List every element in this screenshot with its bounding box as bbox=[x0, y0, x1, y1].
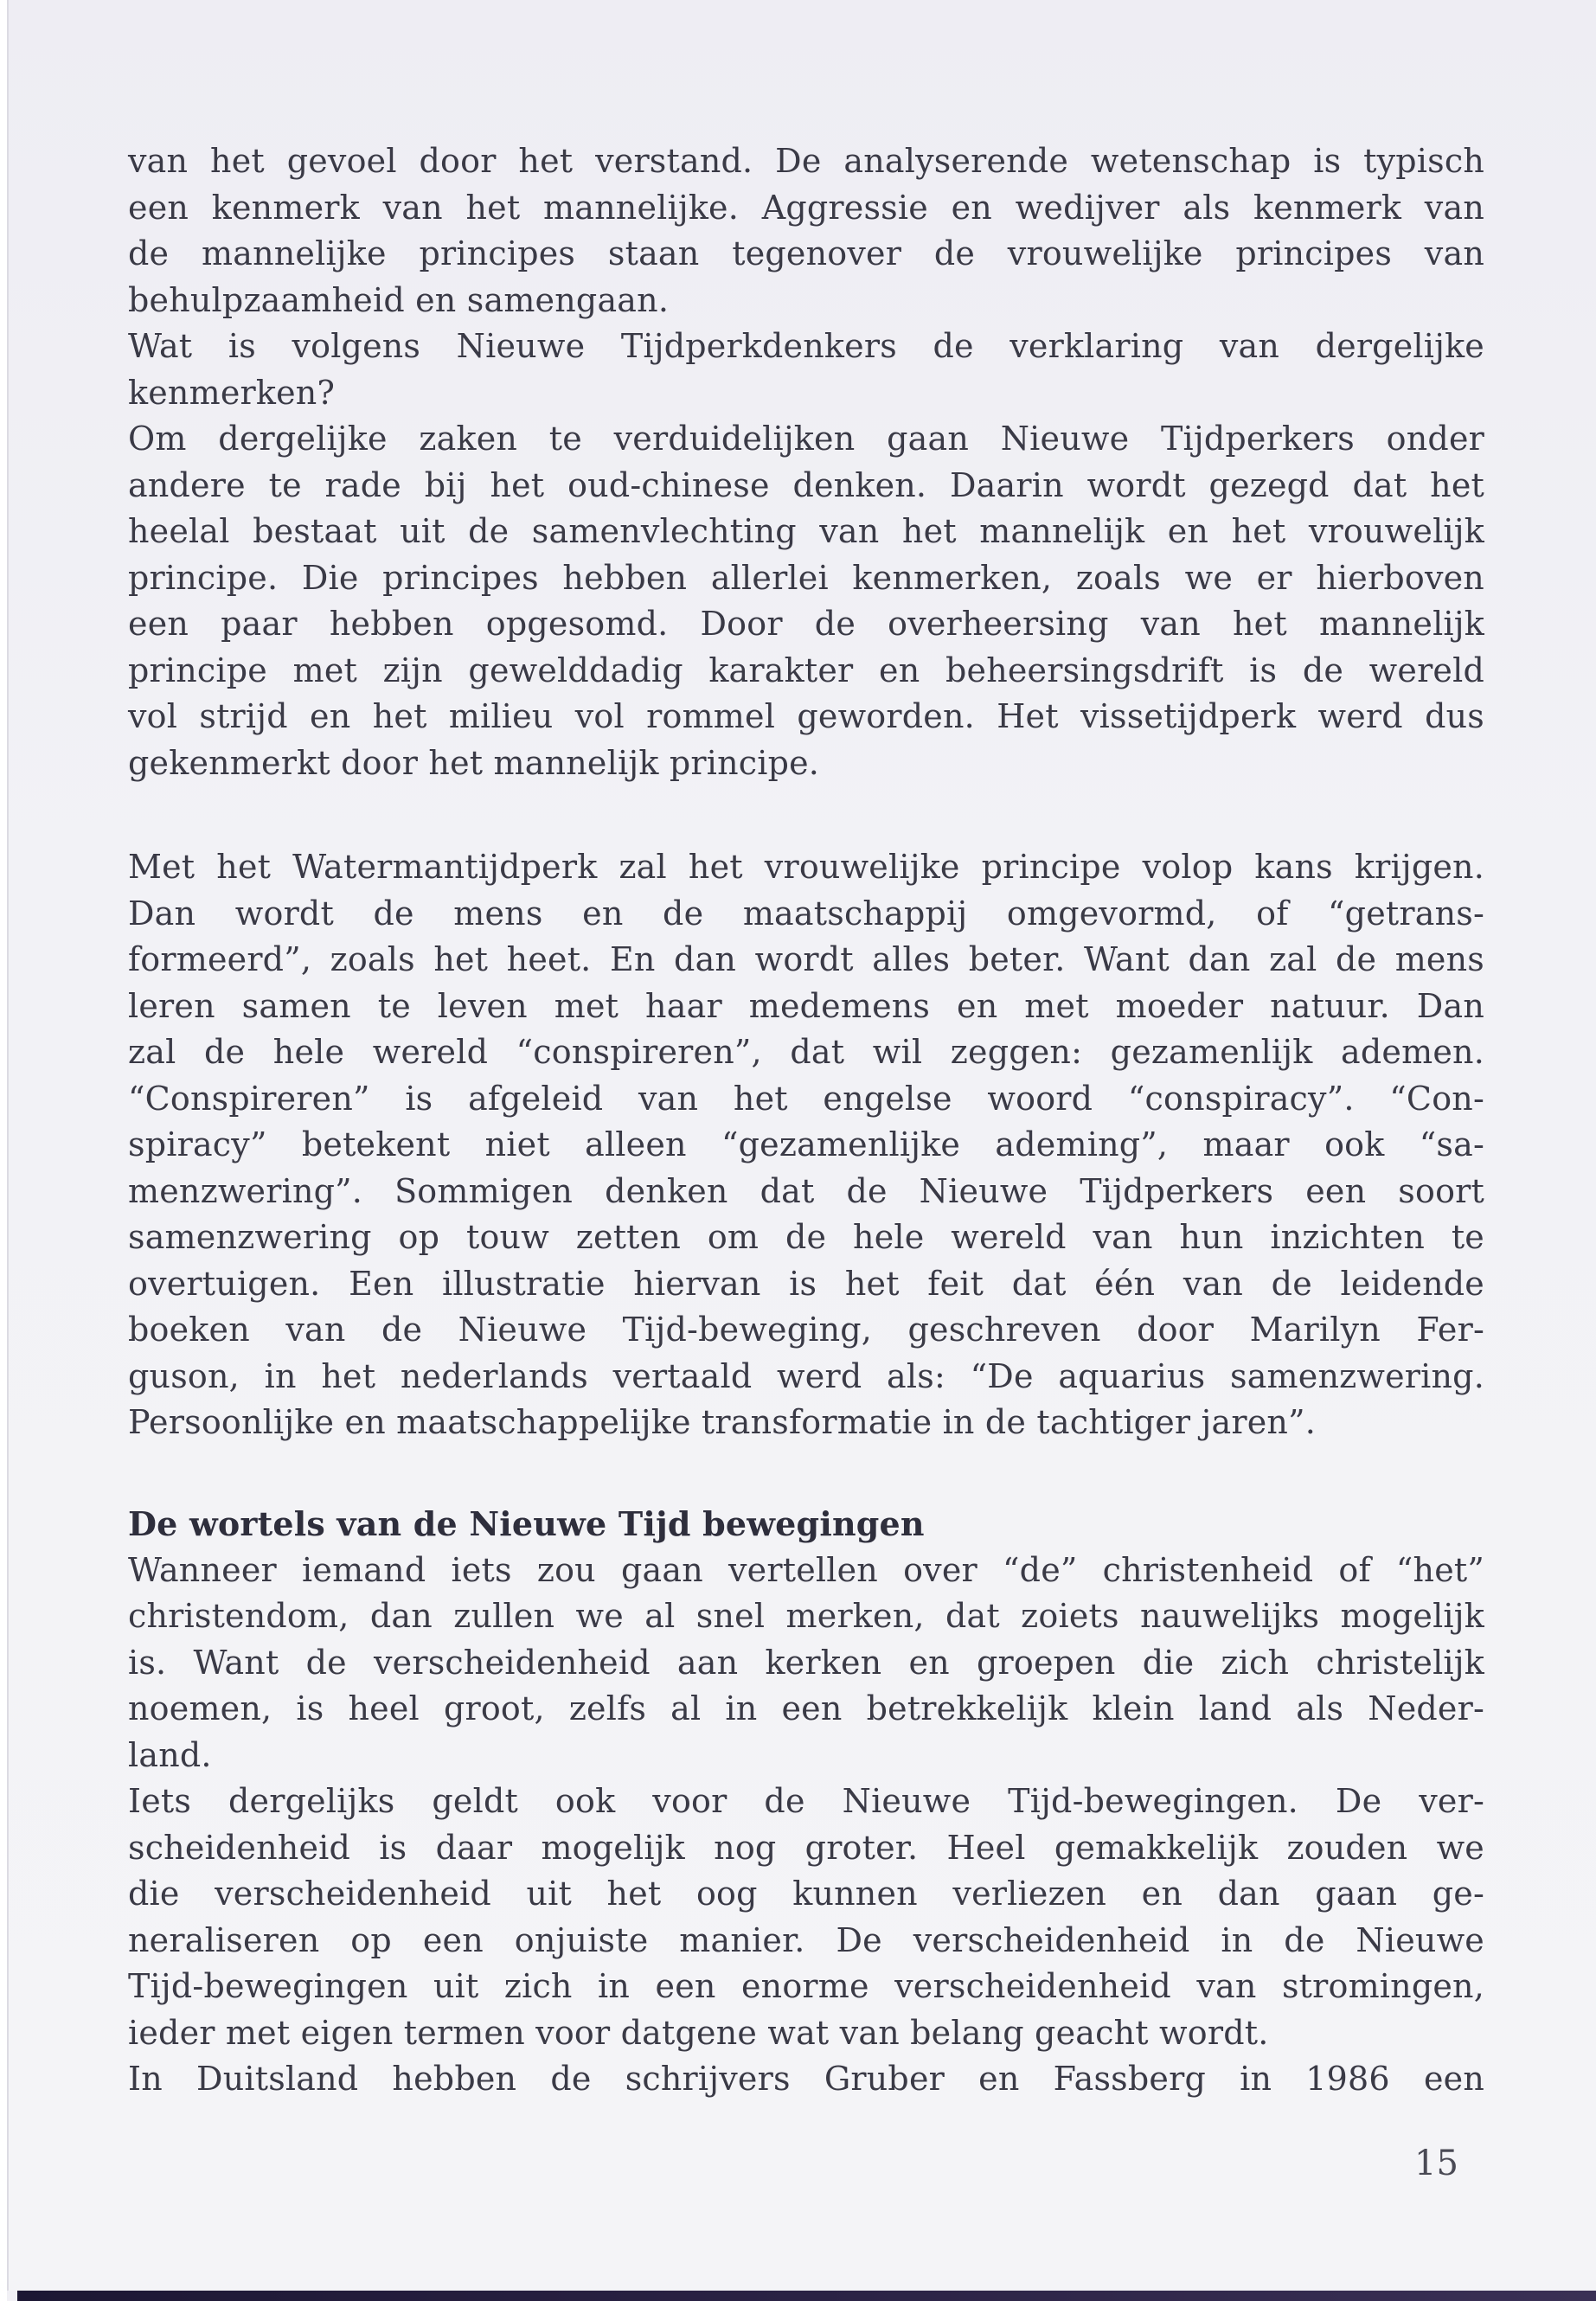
text-line: andere te rade bij het oud-chinese denken. Daarin wordt gezegd dat het bbox=[128, 465, 1484, 504]
text-line: behulpzaamheid en samengaan. bbox=[128, 280, 670, 319]
text-line: de mannelijke principes staan tegenover de vrouwelijke principes van bbox=[128, 234, 1484, 272]
text-line: In Duitsland hebben de schrijvers Gruber en Fassberg in 1986 een bbox=[128, 2060, 1484, 2098]
text-line: scheidenheid is daar mogelijk nog groter. Heel gemakkelijk zouden we bbox=[128, 1828, 1484, 1867]
text-line: Wat is volgens Nieuwe Tijdperkdenkers de verklaring van dergelijke bbox=[128, 327, 1484, 365]
text-line: principe met zijn gewelddadig karakter en beheersingsdrift is de wereld bbox=[128, 651, 1484, 689]
text-line: Dan wordt de mens en de maatschappij omgevormd, of “getrans- bbox=[128, 894, 1484, 933]
text-line: Wanneer iemand iets zou gaan vertellen over “de” christenheid of “het” bbox=[128, 1550, 1484, 1589]
roots-section bbox=[128, 1501, 1484, 2103]
text-line: Tijd-bewegingen uit zich in een enorme verscheidenheid van stromingen, bbox=[128, 1967, 1484, 2005]
text-line: guson, in het nederlands vertaald werd als: “De aquarius samenzwering. bbox=[128, 1356, 1484, 1395]
text-line: leren samen te leven met haar medemens en met moeder natuur. Dan bbox=[128, 986, 1484, 1025]
text-line: heelal bestaat uit de samenvlechting van het mannelijk en het vrouwelijk bbox=[128, 512, 1484, 550]
text-line: vol strijd en het milieu vol rommel geworden. Het vissetijdperk werd dus bbox=[128, 697, 1484, 735]
text-line: “Conspireren” is afgeleid van het engelse woord “conspiracy”. “Con- bbox=[128, 1079, 1484, 1118]
text-line: spiracy” betekent niet alleen “gezamenlijke ademing”, maar ook “sa- bbox=[128, 1125, 1484, 1163]
text-line: menzwering”. Sommigen denken dat de Nieuwe Tijdperkers een soort bbox=[128, 1171, 1484, 1210]
text-line: principe. Die principes hebben allerlei kenmerken, zoals we er hierboven bbox=[128, 558, 1484, 597]
scan-bottom-edge bbox=[17, 2291, 1596, 2301]
paragraph bbox=[128, 1548, 1484, 1779]
text-line: land. bbox=[128, 1735, 212, 1774]
scan-left-edge bbox=[0, 0, 7, 2301]
text-line: Om dergelijke zaken te verduidelijken gaan Nieuwe Tijdperkers onder bbox=[128, 420, 1484, 458]
text-line: overtuigen. Een illustratie hiervan is het feit dat één van de leidende bbox=[128, 1264, 1484, 1303]
section-heading: De wortels van de Nieuwe Tijd bewegingen bbox=[128, 1504, 925, 1543]
text-line: zal de hele wereld “conspireren”, dat wil zeggen: gezamenlijk ademen. bbox=[128, 1033, 1484, 1071]
paragraph bbox=[128, 324, 1484, 416]
text-line: noemen, is heel groot, zelfs al in een betrekkelijk klein land als Neder- bbox=[128, 1689, 1484, 1727]
text-line: kenmerken? bbox=[128, 373, 336, 412]
paragraph bbox=[128, 1779, 1484, 2056]
text-line: Iets dergelijks geldt ook voor de Nieuwe Tijd-bewegingen. De ver- bbox=[128, 1782, 1484, 1820]
text-line: neraliseren op een onjuiste manier. De verscheidenheid in de Nieuwe bbox=[128, 1920, 1484, 1959]
text-line: is. Want de verscheidenheid aan kerken en groepen die zich christelijk bbox=[128, 1643, 1484, 1682]
text-line: gekenmerkt door het mannelijk principe. bbox=[128, 743, 820, 782]
text-line: christendom, dan zullen we al snel merken, dat zoiets nauwelijks mogelijk bbox=[128, 1597, 1484, 1635]
book-page bbox=[7, 0, 1596, 2291]
continuation-section bbox=[128, 138, 1484, 786]
paragraph bbox=[128, 138, 1484, 324]
paragraph bbox=[128, 2056, 1484, 2103]
text-line: boeken van de Nieuwe Tijd-beweging, geschreven door Marilyn Fer- bbox=[128, 1311, 1484, 1349]
paragraph bbox=[128, 416, 1484, 786]
page-number: 15 bbox=[1414, 2144, 1458, 2183]
text-line: een paar hebben opgesomd. Door de overheersing van het mannelijk bbox=[128, 605, 1484, 643]
text-line: een kenmerk van het mannelijke. Aggressie en wedijver als kenmerk van bbox=[128, 188, 1484, 227]
text-line: Persoonlijke en maatschappelijke transformatie in de tachtiger jaren”. bbox=[128, 1403, 1317, 1441]
text-line: die verscheidenheid uit het oog kunnen verliezen en dan gaan ge- bbox=[128, 1875, 1484, 1913]
text-line: van het gevoel door het verstand. De analyserende wetenschap is typisch bbox=[128, 142, 1484, 180]
text-line: Met het Watermantijdperk zal het vrouwelijke principe volop kans krijgen. bbox=[128, 848, 1484, 886]
watermantijdperk-paragraph bbox=[128, 844, 1484, 1446]
text-line: formeerd”, zoals het heet. En dan wordt alles beter. Want dan zal de mens bbox=[128, 940, 1484, 978]
text-line: ieder met eigen termen voor datgene wat van belang geacht wordt. bbox=[128, 2013, 1269, 2052]
text-line: samenzwering op touw zetten om de hele wereld van hun inzichten te bbox=[128, 1218, 1484, 1256]
